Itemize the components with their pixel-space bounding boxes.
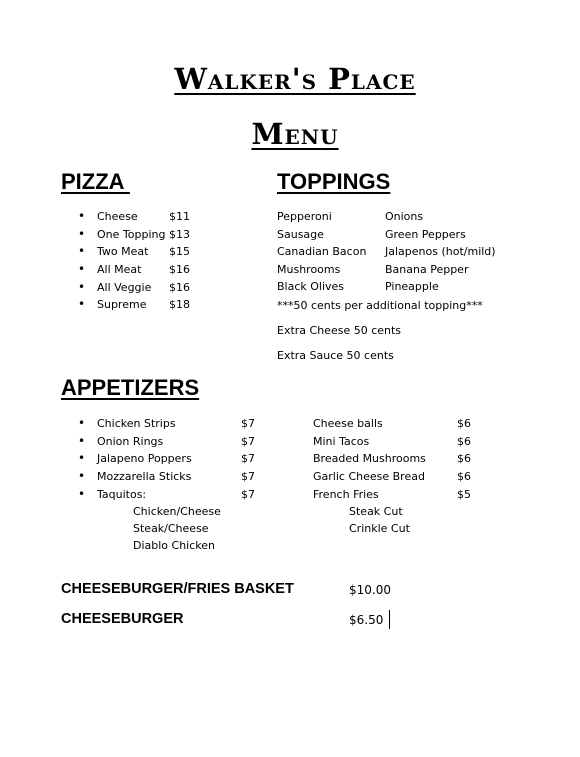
toppings-column-2: [385, 208, 496, 296]
pizza-item-price: $16: [169, 280, 190, 294]
toppings-heading: TOPPINGS: [277, 169, 391, 194]
list-item: [313, 415, 483, 433]
appetizers-heading: APPETIZERS: [61, 375, 200, 400]
extra-sauce: Extra Sauce 50 cents: [277, 349, 394, 362]
list-item: [97, 415, 267, 433]
appetizers-right-list: [313, 415, 483, 503]
appetizer-price: $6: [457, 417, 471, 430]
pizza-item-name: • All Meat: [97, 263, 142, 277]
appetizer-price: $7: [241, 434, 255, 448]
topping-item: Pineapple: [385, 280, 439, 294]
list-item: [313, 486, 483, 504]
appetizer-price: $6: [457, 434, 471, 448]
toppings-column-1: [277, 208, 366, 296]
appetizer-name: • Chicken Strips: [97, 417, 176, 430]
list-item: [97, 468, 267, 486]
appetizer-price: $7: [241, 470, 255, 484]
topping-item: Black Olives: [277, 280, 345, 294]
appetizer-price: $7: [241, 452, 255, 466]
appetizer-name: • Taquitos:: [97, 487, 147, 501]
list-item: [97, 433, 267, 451]
taquito-option: Steak/Cheese: [133, 522, 209, 535]
appetizer-name: Garlic Cheese Bread: [313, 470, 425, 484]
pizza-item-name: • Supreme: [97, 298, 147, 312]
pizza-item-name: • One Topping: [97, 227, 166, 241]
appetizer-price: $7: [241, 487, 255, 501]
basket-price: $10.00: [349, 583, 391, 597]
appetizer-name: • Jalapeno Poppers: [97, 452, 192, 466]
list-item: [97, 208, 257, 226]
list-item: [97, 296, 257, 314]
appetizer-name: Mini Tacos: [313, 434, 370, 448]
text-cursor: [389, 610, 390, 629]
list-item: [97, 261, 257, 279]
pizza-item-name: • Two Meat: [97, 245, 149, 259]
appetizer-price: $7: [241, 417, 255, 430]
topping-item: Pepperoni: [277, 210, 332, 223]
appetizer-price: $6: [457, 470, 471, 484]
appetizer-name: Cheese balls: [313, 417, 383, 430]
list-item: [97, 486, 267, 504]
pizza-item-price: $11: [169, 210, 190, 223]
fries-options: [349, 503, 410, 537]
appetizer-name: • Mozzarella Sticks: [97, 470, 192, 484]
taquito-option: Chicken/Cheese: [133, 505, 221, 518]
list-item: [313, 468, 483, 486]
topping-item: Green Peppers: [385, 227, 466, 241]
taquito-option: Diablo Chicken: [133, 539, 216, 552]
appetizers-left-list: [97, 415, 267, 503]
list-item: [97, 450, 267, 468]
topping-item: Sausage: [277, 227, 324, 241]
basket-name: CHEESEBURGER/FRIES BASKET: [61, 581, 294, 597]
topping-item: Jalapenos (hot/mild): [385, 245, 496, 259]
toppings-note: ***50 cents per additional topping***: [277, 299, 483, 312]
pizza-item-name: • All Veggie: [97, 280, 152, 294]
appetizer-price: $5: [457, 487, 471, 501]
topping-item: Banana Pepper: [385, 262, 469, 276]
pizza-item-price: $13: [169, 227, 190, 241]
appetizer-price: $6: [457, 452, 471, 466]
extra-cheese: Extra Cheese 50 cents: [277, 324, 402, 337]
pizza-heading: PIZZA: [61, 169, 130, 194]
taquito-options: [133, 503, 221, 554]
fries-option: Crinkle Cut: [349, 522, 410, 535]
basket-name: CHEESEBURGER: [61, 611, 184, 627]
list-item: [313, 450, 483, 468]
appetizer-name: Breaded Mushrooms: [313, 452, 426, 466]
appetizer-name: • Onion Rings: [97, 434, 164, 448]
list-item: [313, 433, 483, 451]
menu-subtitle: Menu: [251, 117, 339, 151]
pizza-item-price: $18: [169, 298, 190, 312]
pizza-list: [97, 208, 257, 314]
list-item: [97, 279, 257, 297]
topping-item: Mushrooms: [277, 262, 341, 276]
appetizer-name: French Fries: [313, 487, 379, 501]
pizza-item-price: $16: [169, 263, 190, 277]
basket-price: $6.50: [349, 613, 384, 627]
pizza-item-name: • Cheese: [97, 210, 138, 223]
topping-item: Canadian Bacon: [277, 245, 367, 259]
fries-option: Steak Cut: [349, 505, 403, 518]
list-item: [97, 243, 257, 261]
menu-title: Walker's Place: [174, 62, 416, 96]
pizza-item-price: $15: [169, 245, 190, 259]
topping-item: Onions: [385, 210, 424, 223]
list-item: [97, 226, 257, 244]
